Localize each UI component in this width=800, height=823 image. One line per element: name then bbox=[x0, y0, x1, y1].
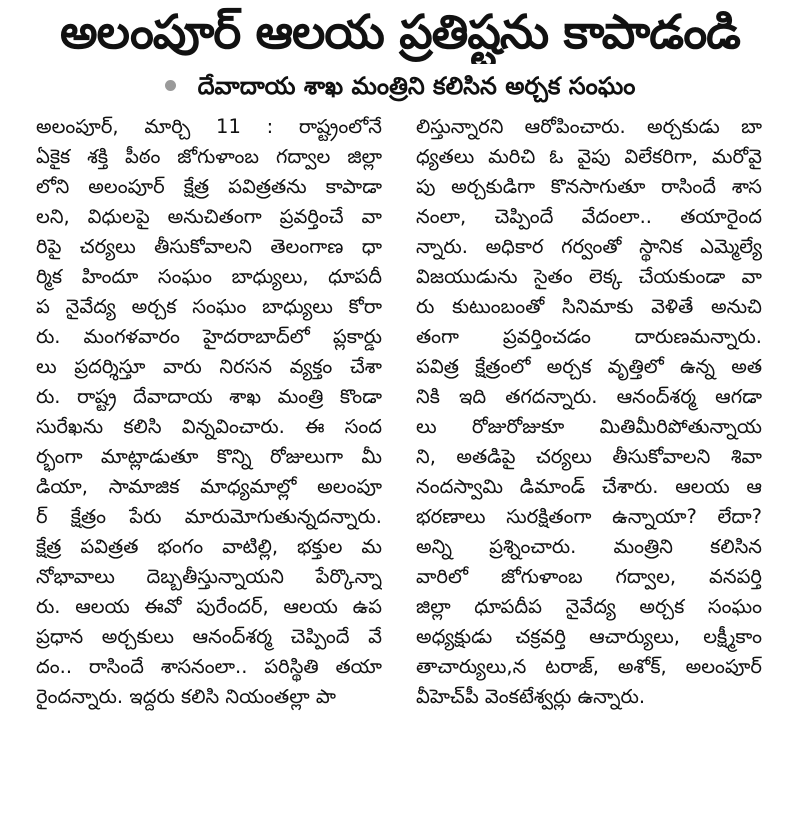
text-line: ని, అతడిపై చర్యలు తీసుకోవాలని శివా bbox=[416, 445, 762, 468]
text-line: లని, విధులపై అనుచితంగా ప్రవర్తించే వా bbox=[36, 205, 382, 228]
text-line: రు కుటుంబంతో సినిమాకు వెళితే అనుచి bbox=[416, 295, 762, 318]
text-line: లు రోజురోజుకూ మితిమీరిపోతున్నాయ bbox=[416, 415, 762, 438]
text-line: తంగా ప్రవర్తించడం దారుణమన్నారు. bbox=[416, 325, 762, 348]
text-line: విజయుడును సైతం లెక్క చేయకుండా వా bbox=[416, 265, 762, 288]
text-line: ఏకైక శక్తి పీఠం జోగుళాంబ గద్వాల జిల్లా bbox=[36, 145, 382, 168]
text-line: అన్ని ప్రశ్నించారు. మంత్రిని కలిసిన bbox=[416, 535, 762, 558]
text-line: నికి ఇది తగదన్నారు. ఆనంద్‌శర్మ ఆగడా bbox=[416, 385, 762, 408]
text-line: ప్రధాన అర్చకులు ఆనంద్‌శర్మ చెప్పిందే వే bbox=[36, 625, 382, 648]
text-line: భరణాలు సురక్షితంగా ఉన్నాయా? లేదా? bbox=[416, 505, 762, 528]
text-line: రు. ఆలయ ఈవో పురేందర్, ఆలయ ఉప bbox=[36, 595, 382, 618]
text-line: పు అర్చకుడిగా కొనసాగుతూ రాసిందే శాస bbox=[416, 175, 762, 198]
text-line: పవిత్ర క్షేత్రంలో అర్చక వృత్తిలో ఉన్న అత bbox=[416, 355, 762, 378]
text-line: లిస్తున్నారని ఆరోపించారు. అర్చకుడు బా bbox=[416, 115, 762, 138]
text-line: క్షేత్ర పవిత్రత భంగం వాటిల్లి, భక్తుల మ bbox=[36, 535, 382, 558]
text-line: ధ్యతలు మరిచి ఓ వైపు విలేకరిగా, మరోవై bbox=[416, 145, 762, 168]
text-line: అధ్యక్షుడు చక్రవర్తి ఆచార్యులు, లక్ష్మీకాం bbox=[416, 625, 762, 648]
text-line: న్నారు. అధికార గర్వంతో స్థానిక ఎమ్మెల్యే bbox=[416, 235, 762, 258]
text-line: రు. రాష్ట్ర దేవాదాయ శాఖ మంత్రి కొండా bbox=[36, 385, 382, 408]
text-line: రు. మంగళవారం హైదరాబాద్‌లో ప్లకార్డు bbox=[36, 325, 382, 348]
text-line: అలంపూర్, మార్చి 11 : రాష్ట్రంలోనే bbox=[36, 115, 382, 138]
text-line: సురేఖను కలిసి విన్నవించారు. ఈ సంద bbox=[36, 415, 382, 438]
article-body bbox=[36, 112, 764, 812]
text-line: ప నైవేద్య అర్చక సంఘం బాధ్యులు కోరా bbox=[36, 295, 382, 318]
text-line: ర్మిక హిందూ సంఘం బాధ్యులు, ధూపదీ bbox=[36, 265, 382, 288]
text-line: డియా, సామాజిక మాధ్యమాల్లో అలంపూ bbox=[36, 475, 382, 498]
text-line: నోభావాలు దెబ్బతీస్తున్నాయని పేర్కొన్నా bbox=[36, 565, 382, 588]
text-line: లోని అలంపూర్ క్షేత్ర పవిత్రతను కాపాడా bbox=[36, 175, 382, 198]
text-line: నందస్వామి డిమాండ్ చేశారు. ఆలయ ఆ bbox=[416, 475, 762, 498]
text-line: తాచార్యులు,న టరాజ్, అశోక్, అలంపూర్ bbox=[416, 655, 762, 678]
text-line: రిపై చర్యలు తీసుకోవాలని తెలంగాణ ధా bbox=[36, 235, 382, 258]
right-column bbox=[416, 112, 762, 712]
subheadline: దేవాదాయ శాఖ మంత్రిని కలిసిన అర్చక సంఘం bbox=[197, 72, 636, 100]
text-line: వారిలో జోగుళాంబ గద్వాల, వనపర్తి bbox=[416, 565, 762, 588]
subheadline-row bbox=[18, 64, 782, 108]
text-line: జిల్లా ధూపదీప నైవేద్య అర్చక సంఘం bbox=[416, 595, 762, 618]
text-line: ర్భంగా మాట్లాడుతూ కొన్ని రోజులుగా మీ bbox=[36, 445, 382, 468]
text-line: దం.. రాసిందే శాసనంలా.. పరిస్థితి తయా bbox=[36, 655, 382, 678]
text-line: లు ప్రదర్శిస్తూ వారు నిరసన వ్యక్తం చేశా bbox=[36, 355, 382, 378]
text-line: నంలా, చెప్పిందే వేదంలా.. తయారైంద bbox=[416, 205, 762, 228]
bullet-icon bbox=[165, 80, 176, 91]
text-line: వీహెచ్‌పీ వెంకటేశ్వర్లు ఉన్నారు. bbox=[416, 685, 646, 708]
headline: అలంపూర్ ఆలయ ప్రతిష్టను కాపాడండి bbox=[60, 5, 740, 60]
left-column bbox=[36, 112, 382, 712]
text-line: ర్ క్షేత్రం పేరు మారుమోగుతున్నదన్నారు. bbox=[36, 505, 382, 528]
text-line: రైందన్నారు. ఇద్దరు కలిసి నియంతల్లా పా bbox=[36, 685, 336, 708]
